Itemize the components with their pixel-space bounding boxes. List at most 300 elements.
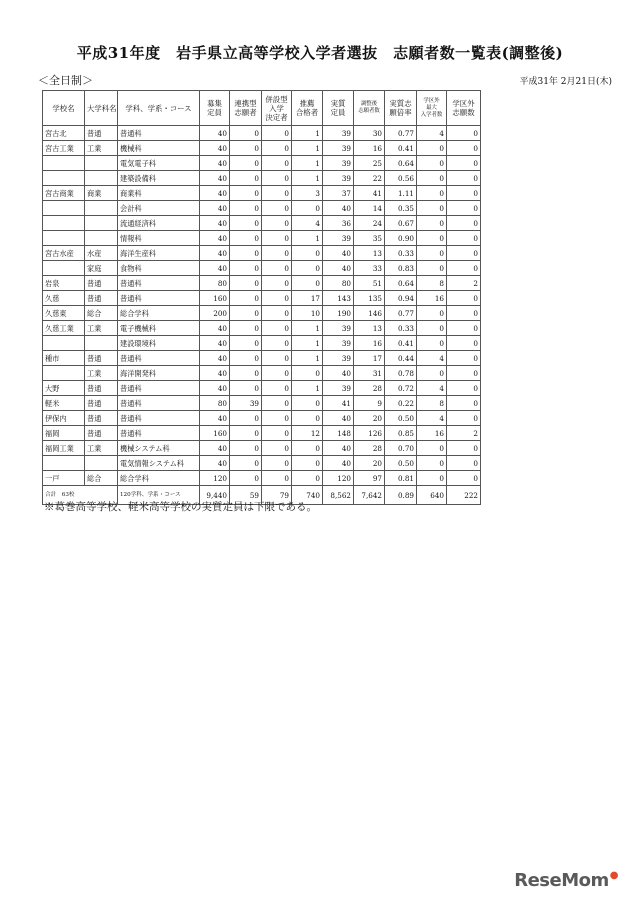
applicants-cell: 13 xyxy=(354,321,385,336)
heisetsu-cell: 0 xyxy=(262,306,292,321)
renkei-cell: 0 xyxy=(230,276,262,291)
applicants-cell: 9 xyxy=(354,396,385,411)
jisshitsu-cell: 148 xyxy=(323,426,354,441)
division-name: 商業 xyxy=(85,186,118,201)
division-name: 普通 xyxy=(85,291,118,306)
school-name: 福岡工業 xyxy=(43,441,85,456)
suisen-cell: 3 xyxy=(292,186,323,201)
heisetsu-cell: 0 xyxy=(262,126,292,141)
division-name: 総合 xyxy=(85,306,118,321)
division-name xyxy=(85,231,118,246)
division-name xyxy=(85,336,118,351)
table-row xyxy=(43,261,481,276)
renkei-cell: 0 xyxy=(230,336,262,351)
course-name: 普通科 xyxy=(118,426,200,441)
capacity-cell: 40 xyxy=(200,441,230,456)
school-name: 伊保内 xyxy=(43,411,85,426)
outapp-cell: 0 xyxy=(447,306,481,321)
division-name: 工業 xyxy=(85,141,118,156)
applicants-cell: 97 xyxy=(354,471,385,486)
applicants-cell: 20 xyxy=(354,411,385,426)
course-name: 機械システム科 xyxy=(118,441,200,456)
heisetsu-cell: 0 xyxy=(262,336,292,351)
school-name: 軽米 xyxy=(43,396,85,411)
outmax-cell: 0 xyxy=(417,231,447,246)
heisetsu-cell: 0 xyxy=(262,366,292,381)
capacity-cell: 40 xyxy=(200,366,230,381)
page-title: 平成31年度 岩手県立高等学校入学者選抜 志願者数一覧表(調整後) xyxy=(76,44,564,62)
outmax-cell: 0 xyxy=(417,336,447,351)
heisetsu-cell: 0 xyxy=(262,156,292,171)
renkei-cell: 0 xyxy=(230,291,262,306)
outapp-cell: 2 xyxy=(447,276,481,291)
school-name xyxy=(43,216,85,231)
jisshitsu-cell: 40 xyxy=(323,261,354,276)
outapp-cell: 0 xyxy=(447,321,481,336)
outmax-cell: 0 xyxy=(417,171,447,186)
col-header: 学区外 最大 入学者数 xyxy=(417,91,447,126)
division-name: 普通 xyxy=(85,381,118,396)
brand-name: ReseMom xyxy=(514,870,609,891)
heisetsu-cell: 0 xyxy=(262,246,292,261)
table-row xyxy=(43,201,481,216)
course-name: 電子機械科 xyxy=(118,321,200,336)
applicants-cell: 16 xyxy=(354,336,385,351)
suisen-cell: 0 xyxy=(292,246,323,261)
ratio-cell: 0.22 xyxy=(385,396,417,411)
suisen-cell: 12 xyxy=(292,426,323,441)
jisshitsu-cell: 39 xyxy=(323,336,354,351)
course-name: 流通経済科 xyxy=(118,216,200,231)
outapp-cell: 0 xyxy=(447,441,481,456)
suisen-cell: 1 xyxy=(292,231,323,246)
division-name: 工業 xyxy=(85,321,118,336)
suisen-cell: 1 xyxy=(292,156,323,171)
heisetsu-cell: 0 xyxy=(262,456,292,471)
applicants-cell: 146 xyxy=(354,306,385,321)
outapp-cell: 0 xyxy=(447,156,481,171)
outmax-cell: 0 xyxy=(417,246,447,261)
school-name: 福岡 xyxy=(43,426,85,441)
outapp-cell: 0 xyxy=(447,456,481,471)
capacity-cell: 200 xyxy=(200,306,230,321)
outmax-cell: 0 xyxy=(417,201,447,216)
table-row xyxy=(43,291,481,306)
course-name: 建築設備科 xyxy=(118,171,200,186)
outapp-cell: 0 xyxy=(447,471,481,486)
heisetsu-cell: 0 xyxy=(262,141,292,156)
division-name: 普通 xyxy=(85,126,118,141)
applicants-cell: 33 xyxy=(354,261,385,276)
capacity-cell: 40 xyxy=(200,171,230,186)
division-name: 普通 xyxy=(85,351,118,366)
renkei-cell: 0 xyxy=(230,171,262,186)
suisen-cell: 1 xyxy=(292,126,323,141)
applicants-cell: 35 xyxy=(354,231,385,246)
course-name: 普通科 xyxy=(118,126,200,141)
capacity-cell: 40 xyxy=(200,246,230,261)
outmax-cell: 0 xyxy=(417,456,447,471)
school-name: 宮古水産 xyxy=(43,246,85,261)
outapp-cell: 0 xyxy=(447,171,481,186)
outmax-cell: 4 xyxy=(417,381,447,396)
course-name: 普通科 xyxy=(118,291,200,306)
table-header-row xyxy=(43,91,481,126)
renkei-cell: 0 xyxy=(230,216,262,231)
table-row xyxy=(43,426,481,441)
applicants-cell: 13 xyxy=(354,246,385,261)
division-name: 普通 xyxy=(85,411,118,426)
capacity-cell: 40 xyxy=(200,186,230,201)
course-name: 海洋開発科 xyxy=(118,366,200,381)
table-row xyxy=(43,306,481,321)
table-row xyxy=(43,396,481,411)
total-renkei: 59 xyxy=(230,486,262,505)
outmax-cell: 16 xyxy=(417,291,447,306)
jisshitsu-cell: 190 xyxy=(323,306,354,321)
ratio-cell: 0.56 xyxy=(385,171,417,186)
ratio-cell: 0.67 xyxy=(385,216,417,231)
outapp-cell: 0 xyxy=(447,351,481,366)
school-name: 大野 xyxy=(43,381,85,396)
jisshitsu-cell: 39 xyxy=(323,381,354,396)
outmax-cell: 0 xyxy=(417,321,447,336)
jisshitsu-cell: 40 xyxy=(323,366,354,381)
outapp-cell: 0 xyxy=(447,126,481,141)
jisshitsu-cell: 120 xyxy=(323,471,354,486)
jisshitsu-cell: 37 xyxy=(323,186,354,201)
school-name xyxy=(43,336,85,351)
col-header: 実質 定員 xyxy=(323,91,354,126)
applicants-cell: 25 xyxy=(354,156,385,171)
jisshitsu-cell: 40 xyxy=(323,456,354,471)
heisetsu-cell: 0 xyxy=(262,396,292,411)
renkei-cell: 0 xyxy=(230,351,262,366)
table-row xyxy=(43,441,481,456)
heisetsu-cell: 0 xyxy=(262,381,292,396)
ratio-cell: 0.41 xyxy=(385,336,417,351)
outmax-cell: 0 xyxy=(417,366,447,381)
school-name xyxy=(43,456,85,471)
jisshitsu-cell: 39 xyxy=(323,231,354,246)
capacity-cell: 80 xyxy=(200,396,230,411)
school-name xyxy=(43,201,85,216)
outapp-cell: 0 xyxy=(447,366,481,381)
suisen-cell: 10 xyxy=(292,306,323,321)
course-name: 総合学科 xyxy=(118,306,200,321)
suisen-cell: 17 xyxy=(292,291,323,306)
capacity-cell: 160 xyxy=(200,426,230,441)
ratio-cell: 0.41 xyxy=(385,141,417,156)
suisen-cell: 1 xyxy=(292,351,323,366)
col-header: 調整後 志願者数 xyxy=(354,91,385,126)
heisetsu-cell: 0 xyxy=(262,171,292,186)
suisen-cell: 1 xyxy=(292,141,323,156)
col-header: 連携型 志願者 xyxy=(230,91,262,126)
capacity-cell: 40 xyxy=(200,456,230,471)
division-name: 工業 xyxy=(85,441,118,456)
ratio-cell: 0.35 xyxy=(385,201,417,216)
outmax-cell: 0 xyxy=(417,216,447,231)
table-row xyxy=(43,336,481,351)
outmax-cell: 0 xyxy=(417,441,447,456)
capacity-cell: 40 xyxy=(200,321,230,336)
ratio-cell: 0.50 xyxy=(385,411,417,426)
heisetsu-cell: 0 xyxy=(262,441,292,456)
ratio-cell: 0.94 xyxy=(385,291,417,306)
applicants-cell: 28 xyxy=(354,441,385,456)
col-header: 学校名 xyxy=(43,91,85,126)
division-name xyxy=(85,156,118,171)
applicants-table xyxy=(42,90,481,505)
heisetsu-cell: 0 xyxy=(262,231,292,246)
capacity-cell: 40 xyxy=(200,411,230,426)
jisshitsu-cell: 39 xyxy=(323,156,354,171)
category-label: ＜全日制＞ xyxy=(38,74,93,87)
table-row xyxy=(43,246,481,261)
brand-dot-icon: ● xyxy=(609,870,618,881)
jisshitsu-cell: 39 xyxy=(323,141,354,156)
ratio-cell: 0.64 xyxy=(385,276,417,291)
division-name: 工業 xyxy=(85,366,118,381)
total-applicants: 7,642 xyxy=(354,486,385,505)
outapp-cell: 0 xyxy=(447,396,481,411)
outmax-cell: 8 xyxy=(417,276,447,291)
table-row xyxy=(43,231,481,246)
school-name xyxy=(43,261,85,276)
outapp-cell: 0 xyxy=(447,411,481,426)
outapp-cell: 0 xyxy=(447,246,481,261)
school-name: 一戸 xyxy=(43,471,85,486)
renkei-cell: 0 xyxy=(230,246,262,261)
capacity-cell: 120 xyxy=(200,471,230,486)
brand-logo xyxy=(514,870,618,891)
heisetsu-cell: 0 xyxy=(262,291,292,306)
outapp-cell: 0 xyxy=(447,231,481,246)
applicants-cell: 30 xyxy=(354,126,385,141)
suisen-cell: 0 xyxy=(292,441,323,456)
total-outmax: 640 xyxy=(417,486,447,505)
col-header: 実質志 願倍率 xyxy=(385,91,417,126)
division-name: 普通 xyxy=(85,396,118,411)
renkei-cell: 0 xyxy=(230,231,262,246)
division-name: 水産 xyxy=(85,246,118,261)
renkei-cell: 0 xyxy=(230,366,262,381)
outmax-cell: 0 xyxy=(417,306,447,321)
renkei-cell: 0 xyxy=(230,306,262,321)
division-name xyxy=(85,456,118,471)
course-name: 電気情報システム科 xyxy=(118,456,200,471)
col-header: 学区外 志願数 xyxy=(447,91,481,126)
school-name: 種市 xyxy=(43,351,85,366)
course-name: 普通科 xyxy=(118,411,200,426)
capacity-cell: 80 xyxy=(200,276,230,291)
outmax-cell: 0 xyxy=(417,141,447,156)
course-name: 総合学科 xyxy=(118,471,200,486)
ratio-cell: 0.33 xyxy=(385,321,417,336)
renkei-cell: 0 xyxy=(230,186,262,201)
ratio-cell: 0.72 xyxy=(385,381,417,396)
suisen-cell: 0 xyxy=(292,201,323,216)
course-name: 海洋生産科 xyxy=(118,246,200,261)
col-header: 大学科名 xyxy=(85,91,118,126)
outmax-cell: 8 xyxy=(417,396,447,411)
school-name xyxy=(43,171,85,186)
outapp-cell: 0 xyxy=(447,336,481,351)
table-row xyxy=(43,141,481,156)
school-name: 宮古工業 xyxy=(43,141,85,156)
course-name: 建設環境科 xyxy=(118,336,200,351)
division-name xyxy=(85,171,118,186)
table-row xyxy=(43,126,481,141)
capacity-cell: 160 xyxy=(200,291,230,306)
renkei-cell: 0 xyxy=(230,321,262,336)
course-name: 機械科 xyxy=(118,141,200,156)
renkei-cell: 0 xyxy=(230,141,262,156)
total-suisen: 740 xyxy=(292,486,323,505)
publish-date: 平成31年 2月21日(木) xyxy=(519,77,612,87)
jisshitsu-cell: 40 xyxy=(323,201,354,216)
ratio-cell: 0.33 xyxy=(385,246,417,261)
renkei-cell: 0 xyxy=(230,456,262,471)
outapp-cell: 0 xyxy=(447,201,481,216)
renkei-cell: 0 xyxy=(230,411,262,426)
table-row xyxy=(43,471,481,486)
suisen-cell: 1 xyxy=(292,321,323,336)
outmax-cell: 0 xyxy=(417,261,447,276)
division-name: 普通 xyxy=(85,426,118,441)
suisen-cell: 1 xyxy=(292,171,323,186)
heisetsu-cell: 0 xyxy=(262,276,292,291)
table-row xyxy=(43,456,481,471)
capacity-cell: 40 xyxy=(200,336,230,351)
table-row xyxy=(43,411,481,426)
school-name: 宮古北 xyxy=(43,126,85,141)
school-name xyxy=(43,156,85,171)
applicants-cell: 126 xyxy=(354,426,385,441)
outapp-cell: 0 xyxy=(447,186,481,201)
school-name: 久慈 xyxy=(43,291,85,306)
total-heisetsu: 79 xyxy=(262,486,292,505)
school-name xyxy=(43,231,85,246)
capacity-cell: 40 xyxy=(200,351,230,366)
renkei-cell: 0 xyxy=(230,381,262,396)
heisetsu-cell: 0 xyxy=(262,216,292,231)
outapp-cell: 0 xyxy=(447,141,481,156)
ratio-cell: 0.83 xyxy=(385,261,417,276)
jisshitsu-cell: 39 xyxy=(323,171,354,186)
division-name xyxy=(85,216,118,231)
renkei-cell: 0 xyxy=(230,441,262,456)
capacity-cell: 40 xyxy=(200,201,230,216)
course-name: 普通科 xyxy=(118,381,200,396)
capacity-cell: 40 xyxy=(200,216,230,231)
course-name: 商業科 xyxy=(118,186,200,201)
ratio-cell: 0.77 xyxy=(385,126,417,141)
table-body xyxy=(43,126,481,486)
col-header: 学科、学系・コース xyxy=(118,91,200,126)
applicants-cell: 20 xyxy=(354,456,385,471)
capacity-cell: 40 xyxy=(200,156,230,171)
renkei-cell: 0 xyxy=(230,261,262,276)
course-name: 会計科 xyxy=(118,201,200,216)
total-capacity: 9,440 xyxy=(200,486,230,505)
outmax-cell: 4 xyxy=(417,351,447,366)
suisen-cell: 0 xyxy=(292,261,323,276)
total-jisshitsu: 8,562 xyxy=(323,486,354,505)
suisen-cell: 0 xyxy=(292,396,323,411)
ratio-cell: 0.70 xyxy=(385,441,417,456)
heisetsu-cell: 0 xyxy=(262,471,292,486)
jisshitsu-cell: 39 xyxy=(323,351,354,366)
outapp-cell: 2 xyxy=(447,426,481,441)
course-name: 情報科 xyxy=(118,231,200,246)
jisshitsu-cell: 40 xyxy=(323,411,354,426)
capacity-cell: 40 xyxy=(200,261,230,276)
ratio-cell: 1.11 xyxy=(385,186,417,201)
footnote: ※葛巻高等学校、軽米高等学校の実質定員は下限である。 xyxy=(44,501,317,513)
heisetsu-cell: 0 xyxy=(262,201,292,216)
applicants-cell: 135 xyxy=(354,291,385,306)
division-name xyxy=(85,201,118,216)
ratio-cell: 0.90 xyxy=(385,231,417,246)
suisen-cell: 0 xyxy=(292,411,323,426)
course-name: 普通科 xyxy=(118,276,200,291)
jisshitsu-cell: 39 xyxy=(323,126,354,141)
applicants-cell: 17 xyxy=(354,351,385,366)
table-row xyxy=(43,276,481,291)
capacity-cell: 40 xyxy=(200,126,230,141)
ratio-cell: 0.50 xyxy=(385,456,417,471)
heisetsu-cell: 0 xyxy=(262,426,292,441)
suisen-cell: 0 xyxy=(292,366,323,381)
table-row xyxy=(43,321,481,336)
renkei-cell: 0 xyxy=(230,426,262,441)
col-header: 推薦 合格者 xyxy=(292,91,323,126)
division-name: 普通 xyxy=(85,276,118,291)
course-name: 普通科 xyxy=(118,396,200,411)
col-header: 募集 定員 xyxy=(200,91,230,126)
school-name xyxy=(43,366,85,381)
school-name: 岩泉 xyxy=(43,276,85,291)
heisetsu-cell: 0 xyxy=(262,321,292,336)
suisen-cell: 1 xyxy=(292,336,323,351)
heisetsu-cell: 0 xyxy=(262,261,292,276)
renkei-cell: 0 xyxy=(230,126,262,141)
outapp-cell: 0 xyxy=(447,291,481,306)
suisen-cell: 1 xyxy=(292,381,323,396)
outmax-cell: 0 xyxy=(417,156,447,171)
heisetsu-cell: 0 xyxy=(262,351,292,366)
ratio-cell: 0.44 xyxy=(385,351,417,366)
outapp-cell: 0 xyxy=(447,381,481,396)
ratio-cell: 0.64 xyxy=(385,156,417,171)
table-row xyxy=(43,381,481,396)
applicants-cell: 41 xyxy=(354,186,385,201)
renkei-cell: 0 xyxy=(230,156,262,171)
total-course: 120学科、学系・コース xyxy=(118,486,200,505)
total-label: 合計 63校 xyxy=(43,486,118,505)
school-name: 久慈東 xyxy=(43,306,85,321)
heisetsu-cell: 0 xyxy=(262,186,292,201)
division-name: 総合 xyxy=(85,471,118,486)
division-name: 家庭 xyxy=(85,261,118,276)
jisshitsu-cell: 80 xyxy=(323,276,354,291)
suisen-cell: 0 xyxy=(292,471,323,486)
table-row xyxy=(43,156,481,171)
applicants-cell: 24 xyxy=(354,216,385,231)
outmax-cell: 4 xyxy=(417,411,447,426)
